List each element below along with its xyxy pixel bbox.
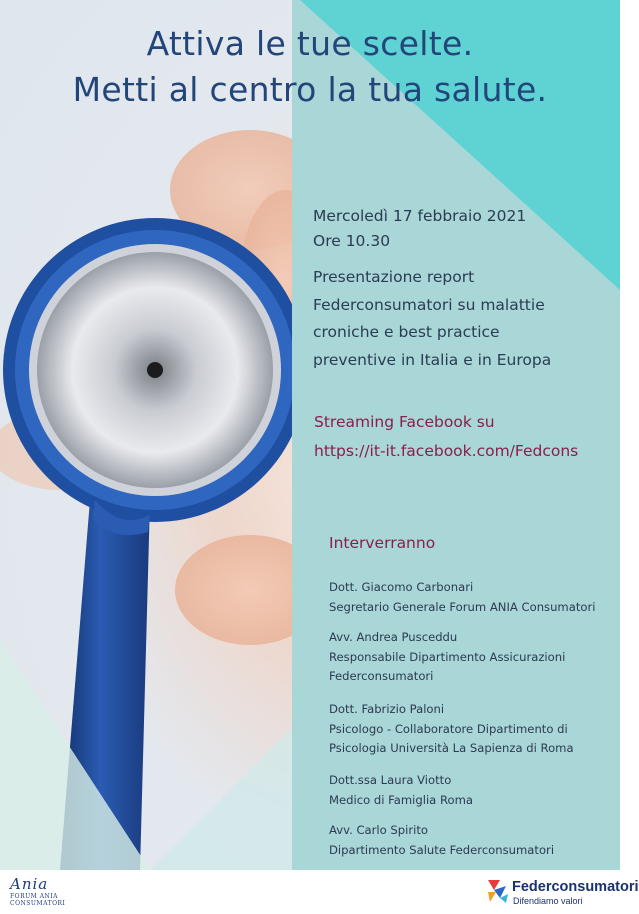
federconsumatori-logo-icon [486, 876, 510, 904]
speaker-role: Medico di Famiglia Roma [329, 793, 473, 807]
speaker-name: Dott.ssa Laura Viotto [329, 773, 452, 787]
event-time: Ore 10.30 [313, 232, 391, 250]
event-description-line: preventive in Italia e in Europa [313, 351, 552, 369]
speaker-role: Psicologo - Collaboratore Dipartimento di [329, 722, 568, 736]
decorative-shapes [0, 560, 300, 870]
federconsumatori-logo: Federconsumatori [512, 879, 639, 895]
speaker-role: Segretario Generale Forum ANIA Consumatori [329, 600, 596, 614]
speaker-name: Dott. Fabrizio Paloni [329, 702, 445, 716]
streaming-link[interactable]: https://it-it.facebook.com/Fedcons [314, 442, 579, 460]
speakers-heading: Interverranno [329, 534, 436, 552]
event-date: Mercoledì 17 febbraio 2021 [313, 207, 527, 225]
speaker-role: Federconsumatori [329, 669, 434, 683]
speaker-name: Avv. Andrea Pusceddu [329, 630, 458, 644]
federconsumatori-tagline: Difendiamo valori [513, 896, 583, 906]
event-description-line: Federconsumatori su malattie [313, 296, 545, 314]
event-description-line: croniche e best practice [313, 323, 500, 341]
speaker-name: Avv. Carlo Spirito [329, 823, 428, 837]
speaker-role: Dipartimento Salute Federconsumatori [329, 843, 555, 857]
streaming-label: Streaming Facebook su [314, 413, 495, 431]
speaker-role: Responsabile Dipartimento Assicurazioni [329, 650, 566, 664]
headline-line-1: Attiva le tue scelte. [146, 24, 474, 63]
speaker-name: Dott. Giacomo Carbonari [329, 580, 474, 594]
ania-logo-subtitle: FORUM ANIA CONSUMATORI [10, 893, 66, 907]
speaker-role: Psicologia Università La Sapienza di Roma [329, 741, 574, 755]
event-description-line: Presentazione report [313, 268, 475, 286]
ania-logo: Ania [10, 875, 49, 893]
headline-line-2: Metti al centro la tua salute. [72, 70, 548, 109]
